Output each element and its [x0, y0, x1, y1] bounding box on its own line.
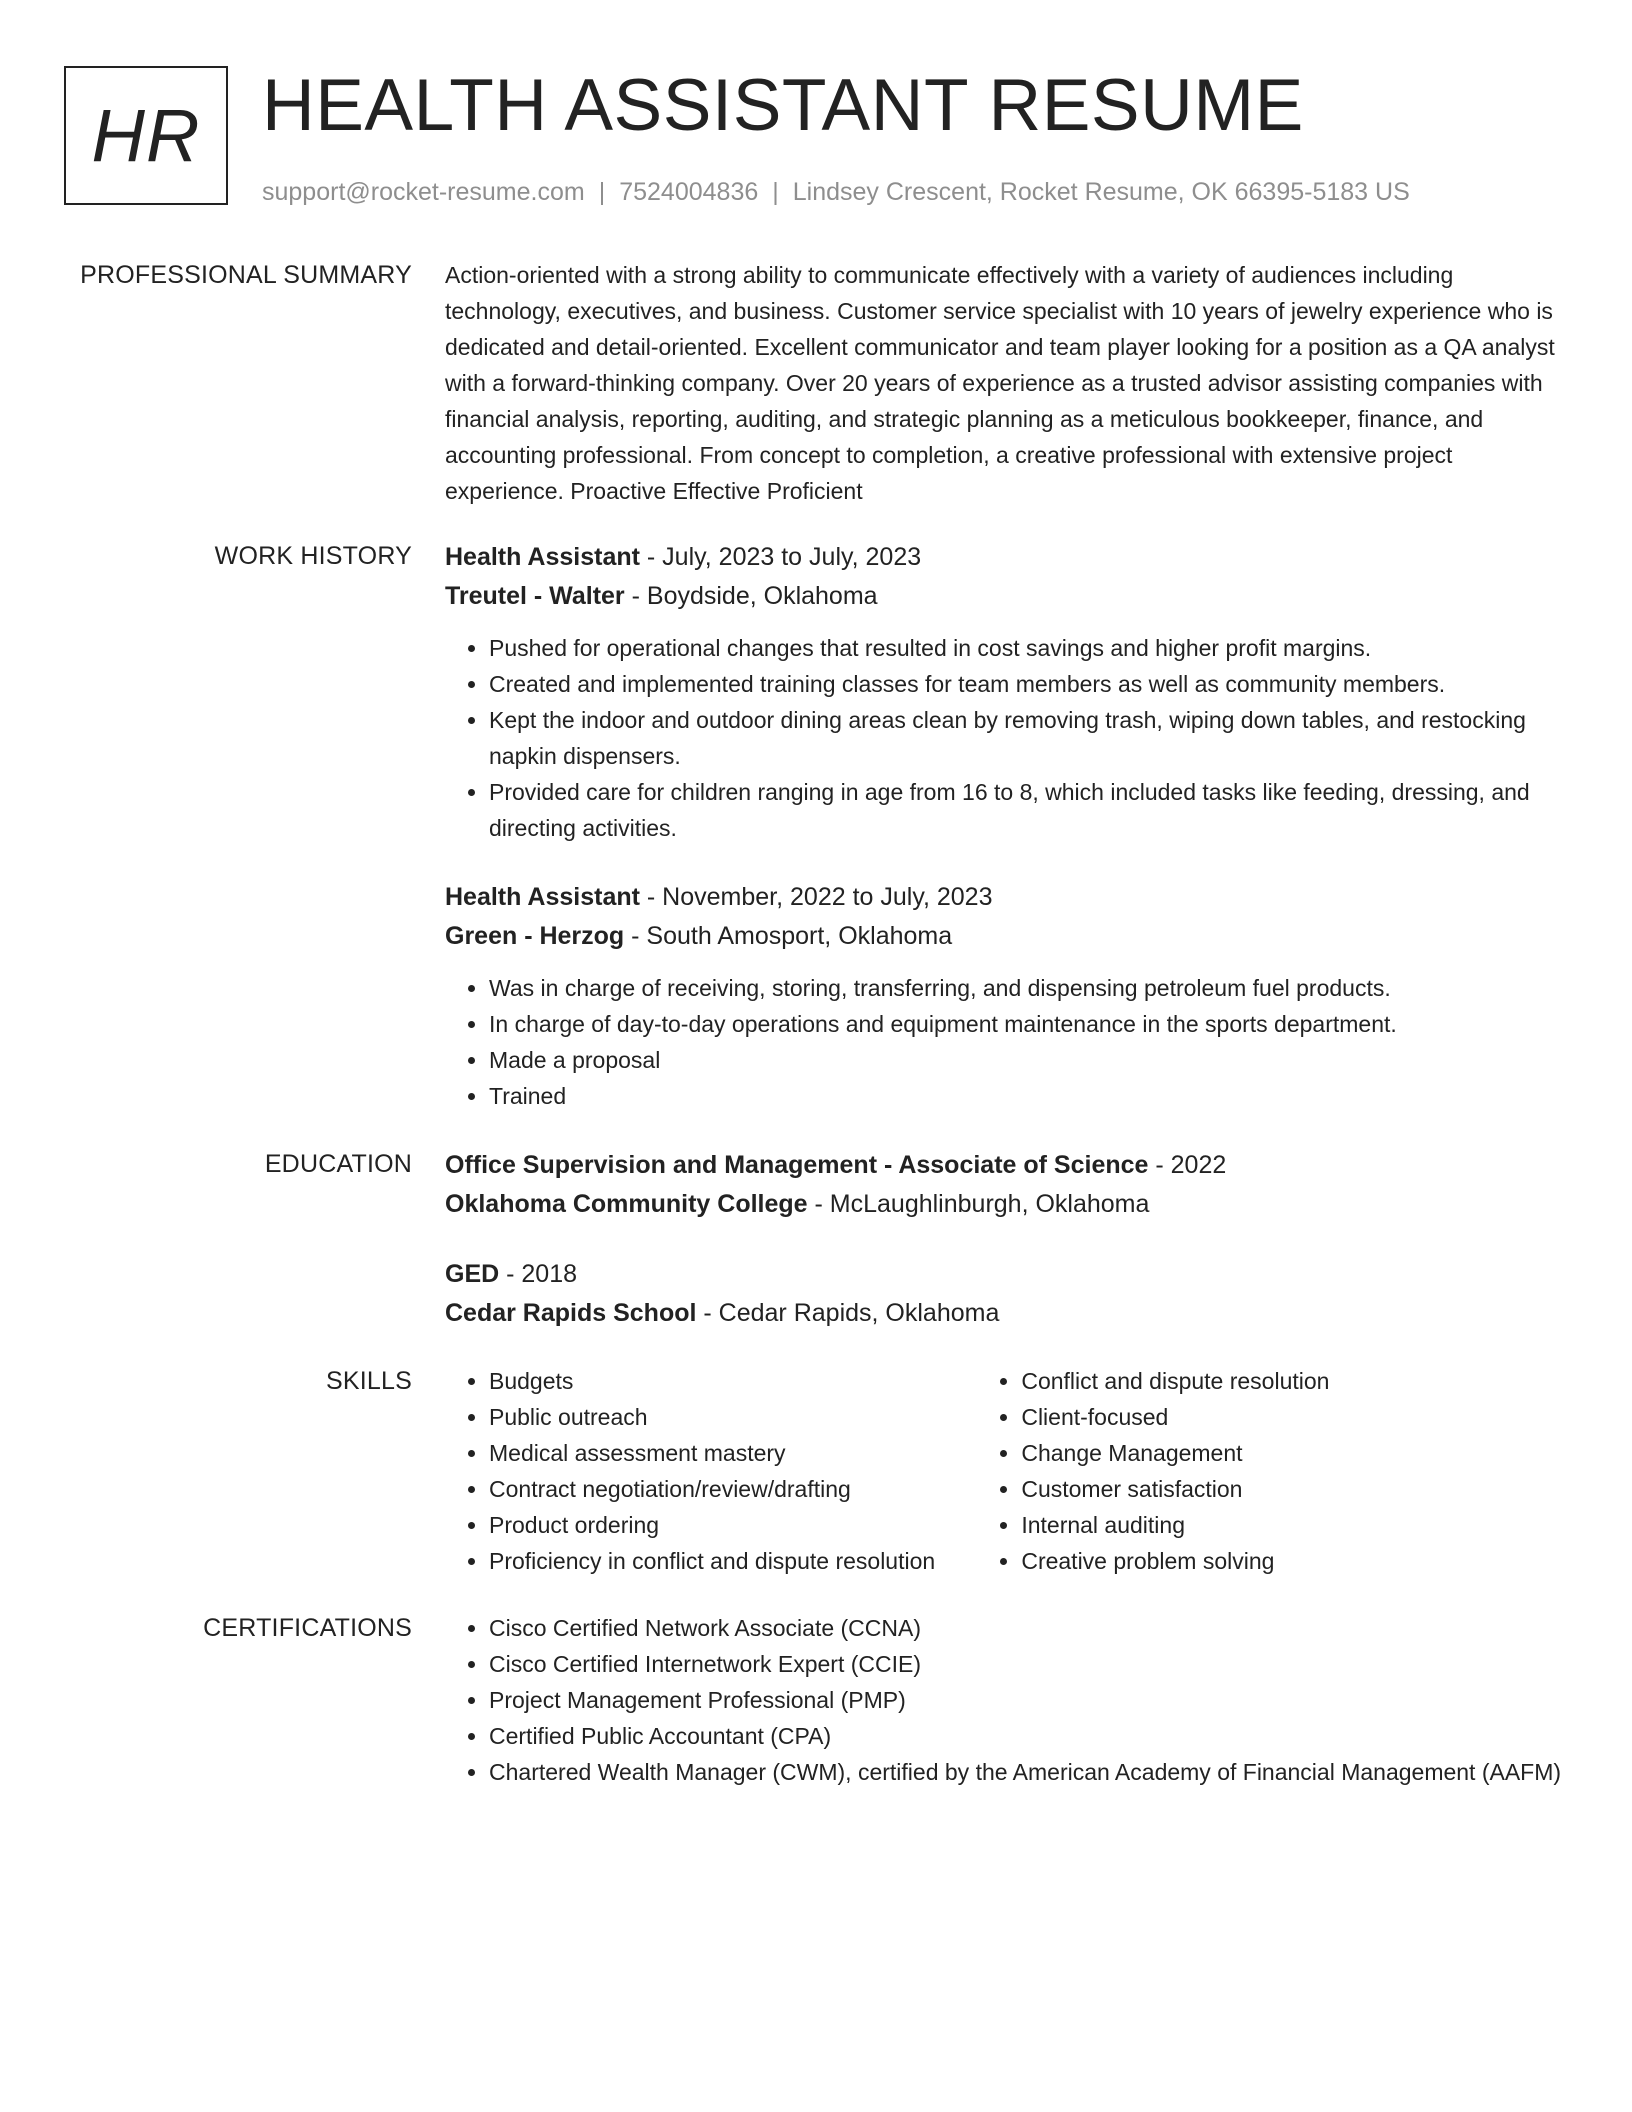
section-title: CERTIFICATIONS	[203, 1614, 412, 1642]
job-entry	[445, 538, 1565, 846]
list-item: • Made a proposal	[489, 1042, 1565, 1078]
list-item: • Contract negotiation/review/drafting	[489, 1471, 977, 1507]
job-dates: - July, 2023 to July, 2023	[639, 543, 922, 571]
job-location: - Boydside, Oklahoma	[624, 582, 878, 610]
job-company-line	[445, 917, 1565, 956]
list-item: • Created and implemented training classes for team members as well as community members.	[489, 666, 1565, 702]
list-item: • Customer satisfaction	[1021, 1471, 1565, 1507]
list-item: • Creative problem solving	[1021, 1543, 1565, 1579]
skills-section	[64, 1363, 1584, 1579]
list-item: • Certified Public Accountant (CPA)	[489, 1718, 1565, 1754]
job-bullets	[445, 970, 1565, 1114]
monogram-logo: HR	[64, 66, 228, 205]
work-history-section	[64, 538, 1584, 1114]
job-title-line	[445, 878, 1565, 917]
skills-column-1	[445, 1363, 977, 1579]
job-role: Health Assistant	[445, 543, 640, 571]
work-history-body	[445, 538, 1565, 1114]
education-section	[64, 1146, 1584, 1333]
education-body	[445, 1146, 1565, 1333]
job-bullets	[445, 630, 1565, 846]
list-item: • Conflict and dispute resolution	[1021, 1363, 1565, 1399]
school-location: - McLaughlinburgh, Oklahoma	[807, 1190, 1150, 1218]
list-item: • Product ordering	[489, 1507, 977, 1543]
resume-header	[64, 66, 1584, 209]
education-entry	[445, 1146, 1565, 1224]
degree-name: Office Supervision and Management - Associate of Science	[445, 1151, 1149, 1179]
job-role: Health Assistant	[445, 883, 640, 911]
job-title-line	[445, 538, 1565, 577]
list-item: • Chartered Wealth Manager (CWM), certified by the American Academy of Financial Management (AAFM)	[489, 1754, 1565, 1790]
list-item: • Cisco Certified Internetwork Expert (CCIE)	[489, 1646, 1565, 1682]
summary-section	[64, 257, 1584, 509]
list-item: • Project Management Professional (PMP)	[489, 1682, 1565, 1718]
job-company: Treutel - Walter	[445, 582, 625, 610]
list-item: • In charge of day-to-day operations and equipment maintenance in the sports department.	[489, 1006, 1565, 1042]
list-item: • Proficiency in conflict and dispute resolution	[489, 1543, 977, 1579]
school-location: - Cedar Rapids, Oklahoma	[696, 1299, 1000, 1327]
section-title: PROFESSIONAL SUMMARY	[80, 261, 412, 289]
certifications-body	[445, 1610, 1565, 1790]
list-item: • Pushed for operational changes that resulted in cost savings and higher profit margins.	[489, 630, 1565, 666]
school-name: Oklahoma Community College	[445, 1190, 808, 1218]
degree-line	[445, 1255, 1565, 1294]
skills-column-2	[977, 1363, 1565, 1579]
contact-address: Lindsey Crescent, Rocket Resume, OK 66395-5183 US	[792, 178, 1410, 206]
contact-line	[262, 176, 1410, 209]
education-entry	[445, 1255, 1565, 1333]
section-title: EDUCATION	[264, 1150, 412, 1178]
contact-phone: 7524004836	[619, 178, 759, 206]
list-item: • Was in charge of receiving, storing, transferring, and dispensing petroleum fuel products.	[489, 970, 1565, 1006]
job-company: Green - Herzog	[445, 922, 625, 950]
certifications-list	[445, 1610, 1565, 1790]
list-item: • Public outreach	[489, 1399, 977, 1435]
degree-line	[445, 1146, 1565, 1185]
job-location: - South Amosport, Oklahoma	[624, 922, 953, 950]
certifications-section	[64, 1610, 1584, 1790]
list-item: • Budgets	[489, 1363, 977, 1399]
contact-separator: |	[772, 178, 779, 206]
contact-separator: |	[598, 178, 606, 206]
section-title: SKILLS	[326, 1367, 412, 1395]
school-line	[445, 1185, 1565, 1224]
list-item: • Change Management	[1021, 1435, 1565, 1471]
section-title: WORK HISTORY	[214, 542, 412, 570]
list-item: • Cisco Certified Network Associate (CCNA)	[489, 1610, 1565, 1646]
job-entry	[445, 878, 1565, 1114]
school-line	[445, 1294, 1565, 1333]
page-title: HEALTH ASSISTANT RESUME	[262, 65, 1304, 146]
list-item: • Internal auditing	[1021, 1507, 1565, 1543]
contact-email: support@rocket-resume.com	[262, 178, 585, 206]
list-item: • Medical assessment mastery	[489, 1435, 977, 1471]
summary-body	[445, 257, 1565, 509]
list-item: • Kept the indoor and outdoor dining areas clean by removing trash, wiping down tables, and restocking napkin dispensers.	[489, 702, 1565, 774]
job-company-line	[445, 577, 1565, 616]
school-name: Cedar Rapids School	[445, 1299, 697, 1327]
job-dates: - November, 2022 to July, 2023	[639, 883, 993, 911]
degree-year: - 2022	[1148, 1151, 1227, 1179]
list-item: • Provided care for children ranging in age from 16 to 8, which included tasks like feeding, dressing, and directing activities.	[489, 774, 1565, 846]
summary-text: Action-oriented with a strong ability to communicate effectively with a variety of audiences including technology, executives, and business. Customer service specialist with 10 years of jewelry experience who is dedicated and detail-oriented. Excellent communicator and team player looking for a position as a QA analyst with a forward-thinking company. Over 20 years of experience as a trusted advisor assisting companies with financial analysis, reporting, auditing, and strategic planning as a meticulous bookkeeper, finance, and accounting professional. From concept to completion, a creative professional with extensive project experience. Proactive Effective Proficient	[445, 262, 1555, 504]
list-item: • Trained	[489, 1078, 1565, 1114]
degree-name: GED	[445, 1260, 500, 1288]
list-item: • Client-focused	[1021, 1399, 1565, 1435]
skills-body	[445, 1363, 1565, 1579]
degree-year: - 2018	[499, 1260, 578, 1288]
